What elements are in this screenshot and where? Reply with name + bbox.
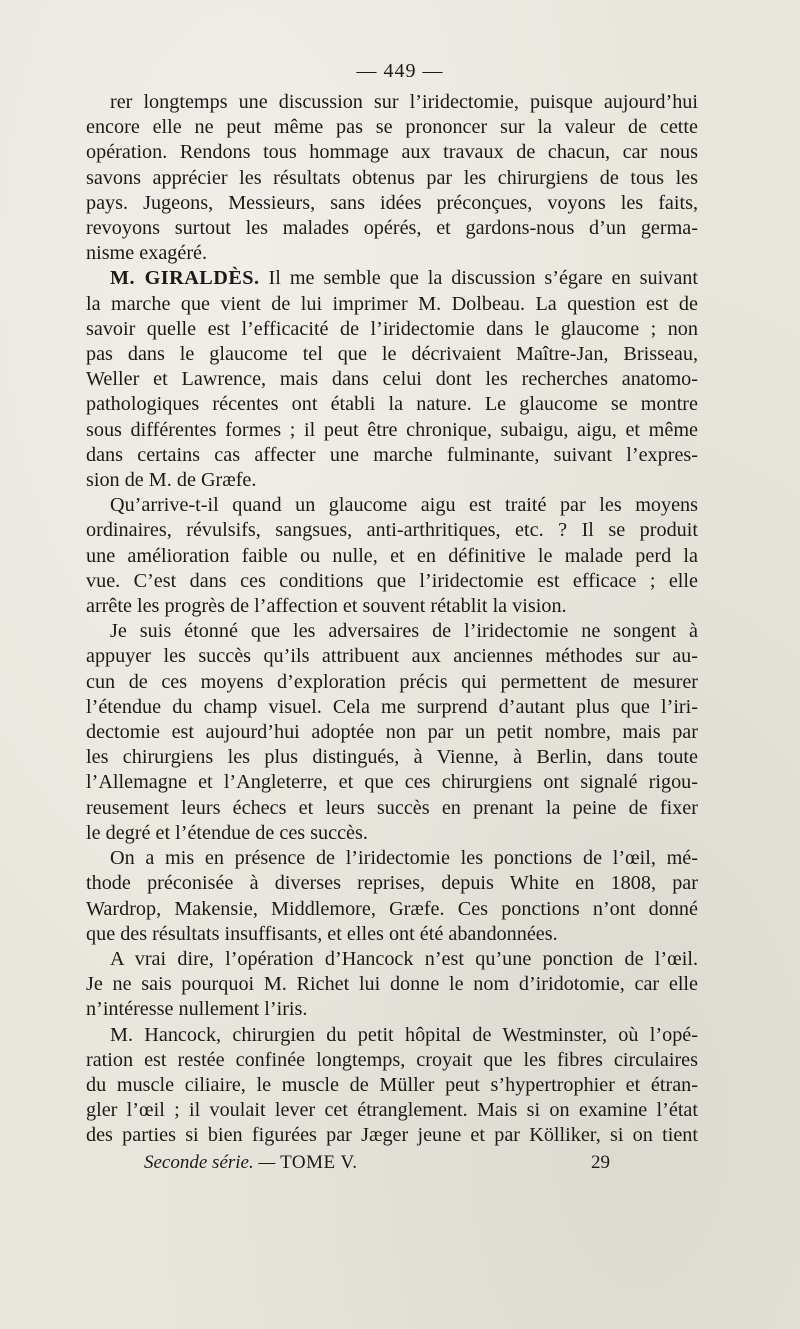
text-line: [86, 1123, 698, 1148]
line-text: pays. Jugeons, Messieurs, sans idées préconçues, voyons les faits,: [86, 191, 698, 214]
line-text: du muscle ciliaire, le muscle de Müller peut s’hypertrophier et étran-: [86, 1073, 698, 1096]
line-text: gler l’œil ; il voulait lever cet étranglement. Mais si on examine l’état: [86, 1099, 698, 1122]
line-text: arrête les progrès de l’affection et souvent rétablit la vision.: [86, 595, 567, 618]
line-text: l’Allemagne et l’Angleterre, et que ces chirurgiens ont signalé rigou-: [86, 771, 698, 794]
text-line: [86, 468, 698, 493]
text-line: [86, 947, 698, 972]
speaker-name: M. GIRALDÈS.: [110, 267, 260, 290]
line-text: des parties si bien figurées par Jæger jeune et par Kölliker, si on tient: [86, 1124, 698, 1147]
line-text: opération. Rendons tous hommage aux travaux de chacun, car nous: [86, 141, 698, 164]
paragraph: [86, 1023, 698, 1149]
signature-mark: 29: [591, 1152, 610, 1173]
line-text: la marche que vient de lui imprimer M. Dolbeau. La question est de: [86, 292, 698, 315]
line-text: reusement leurs échecs et leurs succès en prenant la peine de fixer: [86, 796, 698, 819]
text-line: [86, 493, 698, 518]
line-text: pas dans le glaucome tel que le décrivaient Maître-Jan, Brisseau,: [86, 343, 698, 366]
text-line: [86, 292, 698, 317]
text-line: [86, 594, 698, 619]
line-text: M. Hancock, chirurgien du petit hôpital de Westminster, où l’opé-: [110, 1023, 698, 1046]
footer-tome: TOME V.: [280, 1152, 358, 1173]
text-line: [86, 1048, 698, 1073]
paragraph: [86, 493, 698, 619]
line-text: savoir quelle est l’efficacité de l’iridectomie dans le glaucome ; non: [86, 317, 698, 340]
line-text: que des résultats insuffisants, et elles ont été abandonnées.: [86, 922, 558, 945]
line-text: les chirurgiens les plus distingués, à Vienne, à Berlin, dans toute: [86, 746, 698, 769]
text-line: [86, 619, 698, 644]
line-text: Je suis étonné que les adversaires de l’iridectomie ne songent à: [110, 620, 698, 643]
line-text: le degré et l’étendue de ces succès.: [86, 821, 368, 844]
text-line: [86, 1073, 698, 1098]
line-text: A vrai dire, l’opération d’Hancock n’est qu’une ponction de l’œil.: [110, 947, 698, 970]
text-line: [86, 770, 698, 795]
text-line: [86, 191, 698, 216]
text-line: [86, 871, 698, 896]
text-line: [86, 392, 698, 417]
line-text: pathologiques récentes ont établi la nature. Le glaucome se montre: [86, 393, 698, 416]
paragraph: [86, 266, 698, 493]
line-text: vue. C’est dans ces conditions que l’iridectomie est efficace ; elle: [86, 569, 698, 592]
paragraph: [86, 947, 698, 1023]
footer-series-label: Seconde série. —: [144, 1152, 281, 1173]
footer-series: [144, 1152, 358, 1174]
text-line: [86, 241, 698, 266]
line-text: sous différentes formes ; il peut être chronique, subaigu, aigu, et même: [86, 418, 698, 441]
line-text: nisme exagéré.: [86, 242, 208, 265]
text-line: [86, 443, 698, 468]
line-text: une amélioration faible ou nulle, et en définitive le malade perd la: [86, 544, 698, 567]
line-text: Weller et Lawrence, mais dans celui dont les recherches anatomo-: [86, 368, 698, 391]
text-line: [86, 367, 698, 392]
text-line: [86, 821, 698, 846]
text-line: [86, 796, 698, 821]
body-text: [86, 90, 698, 1149]
text-line: [86, 922, 698, 947]
line-text: ordinaires, révulsifs, sangsues, anti-arthritiques, etc. ? Il se produit: [86, 519, 698, 542]
text-line: [86, 90, 698, 115]
text-line: [86, 216, 698, 241]
text-line: [86, 720, 698, 745]
text-line: [86, 1023, 698, 1048]
text-line: [86, 544, 698, 569]
line-text: dectomie est aujourd’hui adoptée non par un petit nombre, mais par: [86, 721, 698, 744]
line-text: On a mis en présence de l’iridectomie les ponctions de l’œil, mé-: [110, 847, 698, 870]
text-line: [86, 745, 698, 770]
line-text: l’étendue du champ visuel. Cela me surprend d’autant plus que l’iri-: [86, 695, 698, 718]
text-line: [86, 972, 698, 997]
text-line: [86, 997, 698, 1022]
line-text: cun de ces moyens d’exploration précis qui permettent de mesurer: [86, 670, 698, 693]
line-text: ration est restée confinée longtemps, croyait que les fibres circulaires: [86, 1048, 698, 1071]
text-line: [86, 569, 698, 594]
line-text: n’intéresse nullement l’iris.: [86, 998, 308, 1021]
text-line: [86, 115, 698, 140]
line-text: revoyons surtout les malades opérés, et gardons-nous d’un germa-: [86, 217, 698, 240]
paragraph: [86, 846, 698, 947]
text-line: [86, 140, 698, 165]
page-number: — 449 —: [356, 60, 444, 82]
paragraph: [86, 90, 698, 266]
line-text: rer longtemps une discussion sur l’iridectomie, puisque aujourd’hui: [110, 91, 698, 113]
line-text: Je ne sais pourquoi M. Richet lui donne le nom d’iridotomie, car elle: [86, 973, 698, 996]
text-line: [86, 266, 698, 291]
text-line: [86, 695, 698, 720]
text-line: [86, 166, 698, 191]
line-text: Il me semble que la discussion s’égare en suivant: [259, 267, 698, 290]
line-text: Qu’arrive-t-il quand un glaucome aigu est traité par les moyens: [110, 494, 698, 517]
text-line: [86, 342, 698, 367]
line-text: sion de M. de Græfe.: [86, 469, 257, 492]
text-line: [86, 317, 698, 342]
text-line: [86, 1098, 698, 1123]
text-line: [86, 644, 698, 669]
line-text: savons apprécier les résultats obtenus par les chirurgiens de tous les: [86, 166, 698, 189]
text-line: [86, 418, 698, 443]
line-text: dans certains cas affecter une marche fulminante, suivant l’expres-: [86, 443, 698, 466]
text-line: [86, 846, 698, 871]
text-line: [86, 518, 698, 543]
line-text: Wardrop, Makensie, Middlemore, Græfe. Ces ponctions n’ont donné: [86, 897, 698, 920]
line-text: appuyer les succès qu’ils attribuent aux anciennes méthodes sur au-: [86, 645, 698, 668]
paragraph: [86, 619, 698, 846]
text-line: [86, 897, 698, 922]
text-line: [86, 670, 698, 695]
line-text: thode préconisée à diverses reprises, depuis White en 1808, par: [86, 872, 698, 895]
line-text: encore elle ne peut même pas se prononcer sur la valeur de cette: [86, 116, 698, 139]
